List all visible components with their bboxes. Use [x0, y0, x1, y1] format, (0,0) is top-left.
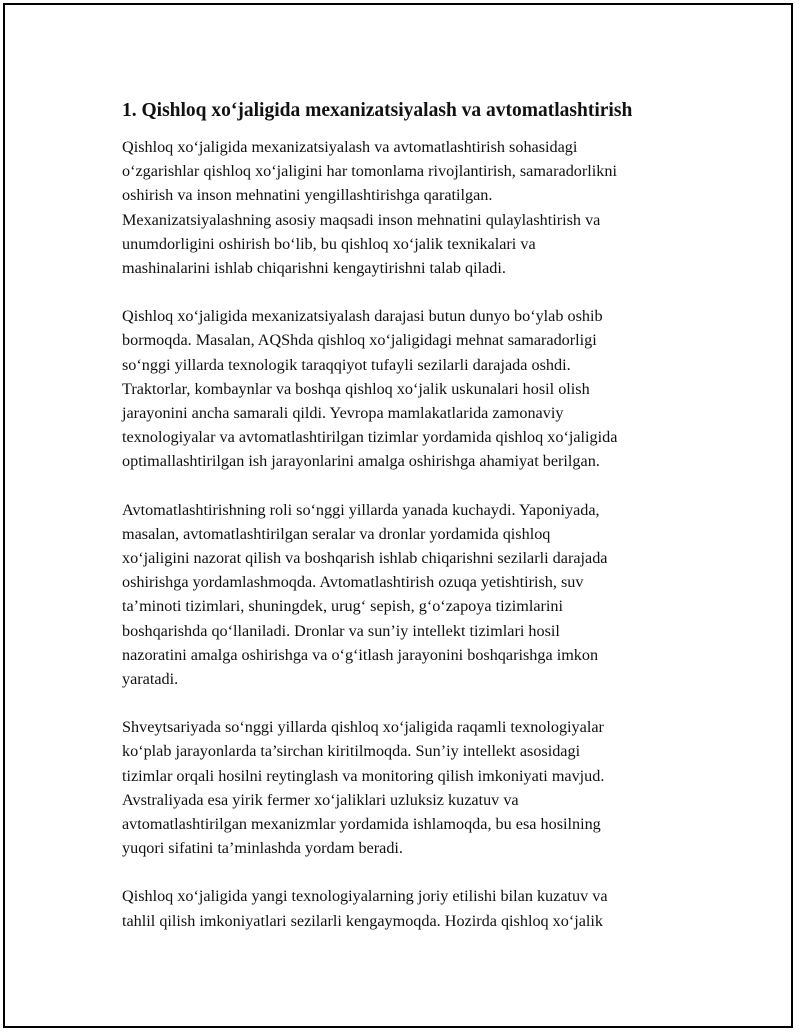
text-line: xo‘jaligini nazorat qilish va boshqarish ishlab chiqarishni sezilarli darajada [122, 549, 608, 568]
text-line: Qishloq xo‘jaligida yangi texnologiyalarning joriy etilishi bilan kuzatuv va [122, 887, 608, 906]
paragraph-2 [122, 304, 702, 473]
text-line: oshirishga yordamlashmoqda. Avtomatlashtirish ozuqa yetishtirish, suv [122, 573, 584, 592]
text-line: avtomatlashtirilgan mexanizmlar yordamida ishlamoqda, bu esa hosilning [122, 815, 601, 834]
text-line: Traktorlar, kombaynlar va boshqa qishloq xo‘jalik uskunalari hosil olish [122, 379, 590, 398]
section-heading: 1. Qishloq xo‘jaligida mexanizatsiyalash va avtomatlashtirish [122, 100, 633, 121]
text-line: masalan, avtomatlashtirilgan seralar va dronlar yordamida qishloq [122, 524, 551, 543]
page-border [3, 3, 793, 1028]
paragraph-1 [122, 135, 702, 280]
text-line: optimallashtirilgan ish jarayonlarini amalga oshirishga ahamiyat berilgan. [122, 452, 600, 471]
text-line: oshirish va inson mehnatini yengillashtirishga qaratilgan. [122, 186, 493, 205]
text-line: so‘nggi yillarda texnologik taraqqiyot tufayli sezilarli darajada oshdi. [122, 355, 571, 374]
paragraph-4 [122, 715, 702, 860]
text-line: yaratadi. [122, 670, 179, 689]
text-line: yuqori sifatini ta’minlashda yordam beradi. [122, 839, 403, 858]
text-line: unumdorligini oshirish bo‘lib, bu qishloq xo‘jalik texnikalari va [122, 234, 536, 253]
text-line: bormoqda. Masalan, AQShda qishloq xo‘jaligidagi mehnat samaradorligi [122, 331, 597, 350]
text-line: jarayonini ancha samarali qildi. Yevropa mamlakatlarida zamonaviy [122, 404, 564, 423]
text-line: o‘zgarishlar qishloq xo‘jaligini har tomonlama rivojlantirish, samaradorlikni [122, 162, 617, 181]
text-line: nazoratini amalga oshirishga va o‘g‘itlash jarayonini boshqarishga imkon [122, 645, 599, 664]
text-line: tahlil qilish imkoniyatlari sezilarli kengaymoqda. Hozirda qishloq xo‘jalik [122, 911, 604, 930]
text-line: Shveytsariyada so‘nggi yillarda qishloq xo‘jaligida raqamli texnologiyalar [122, 718, 604, 737]
text-line: boshqarishda qo‘llaniladi. Dronlar va sun’iy intellekt tizimlari hosil [122, 621, 560, 640]
document-body [122, 98, 702, 957]
text-line: ko‘plab jarayonlarda ta’sirchan kiritilmoqda. Sun’iy intellekt asosidagi [122, 742, 581, 761]
text-line: Mexanizatsiyalashning asosiy maqsadi inson mehnatini qulaylashtirish va [122, 210, 601, 229]
text-line: Qishloq xo‘jaligida mexanizatsiyalash va avtomatlashtirish sohasidagi [122, 138, 578, 156]
paragraph-5 [122, 884, 702, 932]
text-line: texnologiyalar va avtomatlashtirilgan tizimlar yordamida qishloq xo‘jaligida [122, 428, 618, 447]
text-line: Avtomatlashtirishning roli so‘nggi yillarda yanada kuchaydi. Yaponiyada, [122, 500, 600, 519]
text-line: Avstraliyada esa yirik fermer xo‘jaliklari uzluksiz kuzatuv va [122, 790, 519, 809]
text-line: ta’minoti tizimlari, shuningdek, urug‘ sepish, g‘o‘zapoya tizimlarini [122, 597, 564, 616]
text-line: Qishloq xo‘jaligida mexanizatsiyalash darajasi butun dunyo bo‘ylab oshib [122, 307, 603, 326]
paragraph-3 [122, 498, 702, 692]
text-line: mashinalarini ishlab chiqarishni kengaytirishni talab qiladi. [122, 259, 506, 278]
text-line: tizimlar orqali hosilni reytinglash va monitoring qilish imkoniyati mavjud. [122, 766, 605, 785]
